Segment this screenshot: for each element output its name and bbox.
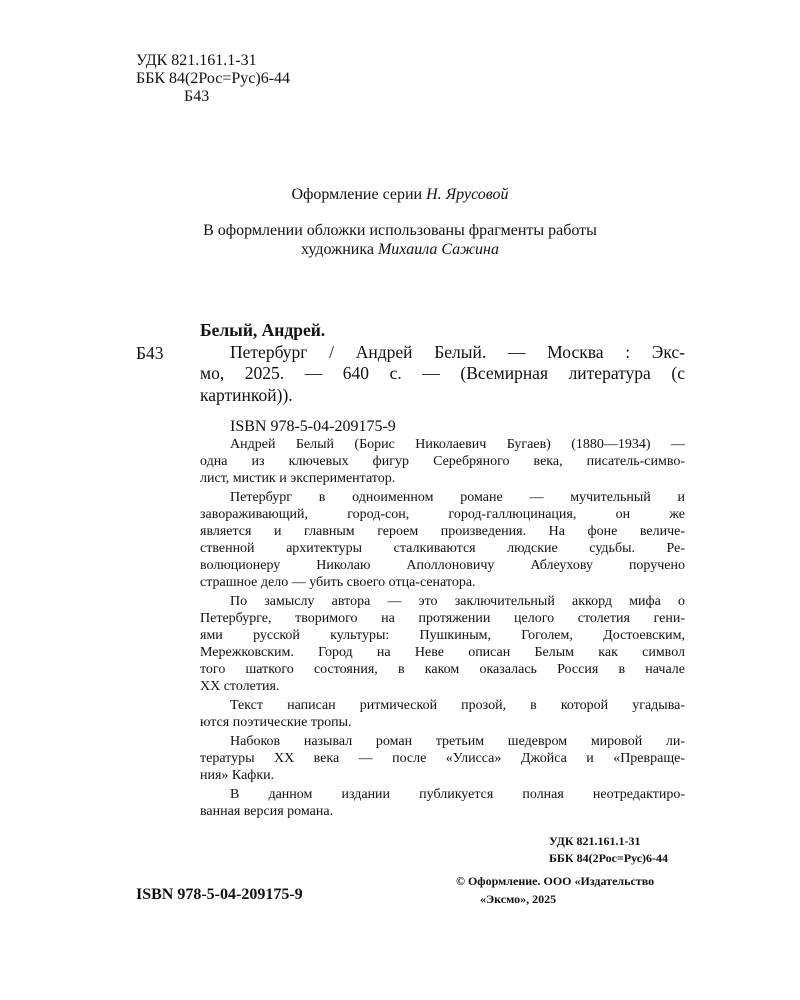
annotation-line: Мережковским. Город на Неве описан Белым как символ <box>200 645 685 660</box>
annotation-paragraph <box>200 733 685 784</box>
annotation-line: Андрей Белый (Борис Николаевич Бугаев) (1880—1934) — <box>230 437 685 452</box>
description-line: мо, 2025. — 640 с. — (Всемирная литература (с <box>200 363 685 383</box>
annotation-line: ния» Кафки. <box>200 768 275 783</box>
annotation-line: тературы XX века — после «Улисса» Джойса и «Превраще- <box>200 751 685 766</box>
footer-classification <box>549 833 668 867</box>
footer-udk: УДК 821.161.1-31 <box>549 834 641 848</box>
description-line: Петербург / Андрей Белый. — Москва : Экс- <box>230 341 685 362</box>
copyright <box>456 872 654 908</box>
catalog-isbn: ISBN 978-5-04-209175-9 <box>230 418 396 435</box>
annotation-paragraph <box>200 436 685 487</box>
catalog-author-mark: Б43 <box>136 343 164 363</box>
description-line: картинкой)). <box>200 384 293 405</box>
footer-bbk: ББК 84(2Рос=Рус)6-44 <box>549 851 669 865</box>
series-design-credit <box>0 185 800 204</box>
annotation-paragraph <box>200 593 685 695</box>
annotation-line: Текст написан ритмической прозой, в которой угадыва- <box>230 698 685 713</box>
classification-block <box>136 52 290 106</box>
udk-code: УДК 821.161.1-31 <box>136 52 257 69</box>
annotation-line: страшное дело — убить своего отца-сенатора. <box>200 575 476 590</box>
annotation-line: XX столетия. <box>200 679 280 694</box>
series-design-label: Оформление серии <box>291 186 427 203</box>
annotation-line: ванная версия романа. <box>200 804 334 819</box>
bbk-code: ББК 84(2Рос=Рус)6-44 <box>136 70 291 87</box>
cover-credit <box>0 221 800 259</box>
annotation-line: Петербурге, творимого на протяжении целого столетия гени- <box>200 611 685 626</box>
annotation-line: ями русской культуры: Пушкиным, Гоголем, Достоевским, <box>200 628 685 643</box>
annotation-line: того шаткого состояния, в каком оказалась Россия в начале <box>200 662 685 677</box>
annotation-line: По замыслу автора — это заключительный аккорд мифа о <box>230 594 685 609</box>
annotation-line: ются поэтические тропы. <box>200 715 352 730</box>
cover-artist: Михаила Сажина <box>377 241 499 258</box>
annotation-line: Набоков называл роман третьим шедевром мировой ли- <box>230 734 685 749</box>
series-designer: Н. Ярусовой <box>426 186 509 203</box>
annotation-line: Петербург в одноименном романе — мучительный и <box>230 490 685 505</box>
annotation-paragraph <box>200 786 685 820</box>
annotation <box>200 436 685 820</box>
cover-credit-line <box>0 240 800 259</box>
author-heading <box>200 320 685 342</box>
copyright-line: © Оформление. ООО «Издательство <box>456 874 655 888</box>
footer-isbn: ISBN 978-5-04-209175-9 <box>136 886 303 903</box>
annotation-line: лист, мистик и экспериментатор. <box>200 471 396 486</box>
author-heading-text: Белый, Андрей. <box>200 320 326 340</box>
catalog-card <box>200 320 685 438</box>
cover-artist-label: художника <box>301 241 378 258</box>
annotation-line: завораживающий, город-сон, город-галлюцинация, он же <box>200 507 685 522</box>
annotation-line: является и главным героем произведения. На фоне величе- <box>200 524 685 539</box>
annotation-paragraph <box>200 697 685 731</box>
annotation-line: одна из ключевых фигур Серебряного века, писатель-симво- <box>200 454 685 469</box>
annotation-paragraph <box>200 489 685 591</box>
copyright-line: «Эксмо», 2025 <box>480 892 557 906</box>
annotation-line: В данном издании публикуется полная неотредактиро- <box>230 787 685 802</box>
annotation-line: ственной архитектуры сталкиваются людские судьбы. Ре- <box>200 541 685 556</box>
annotation-line: волюционеру Николаю Аполлоновичу Аблеухову поручено <box>200 558 685 573</box>
author-mark: Б43 <box>184 88 210 105</box>
cover-credit-line: В оформлении обложки использованы фрагменты работы <box>203 222 597 239</box>
